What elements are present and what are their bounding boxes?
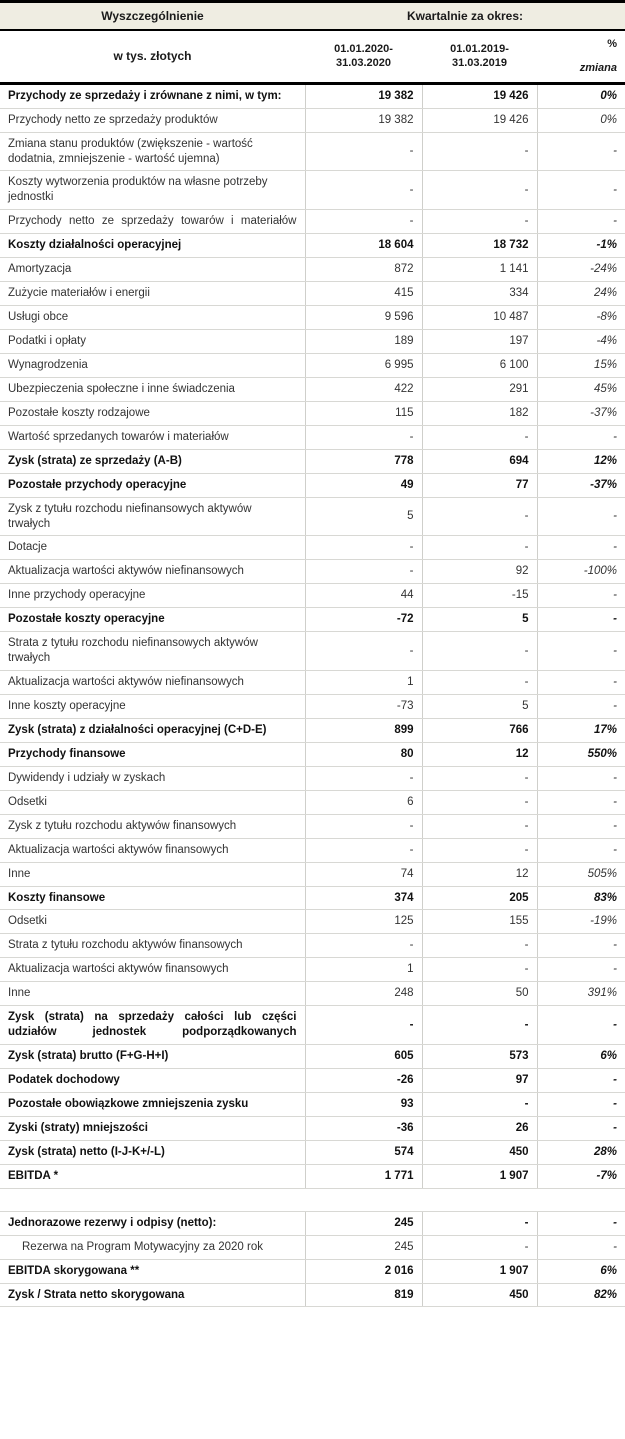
row-value-period-1: 5 (305, 497, 422, 536)
row-value-change: 45% (537, 377, 625, 401)
row-label: Rezerwa na Program Motywacyjny za 2020 rok (0, 1235, 305, 1259)
row-value-period-1: 245 (305, 1211, 422, 1235)
row-value-change: - (537, 1006, 625, 1045)
row-value-period-2: 291 (422, 377, 537, 401)
row-value-change: - (537, 632, 625, 671)
table-row (0, 353, 625, 377)
table-row (0, 1211, 625, 1235)
row-value-period-2: - (422, 132, 537, 171)
row-label: Inne (0, 982, 305, 1006)
table-row (0, 718, 625, 742)
row-value-period-2: 26 (422, 1116, 537, 1140)
row-value-change: - (537, 425, 625, 449)
row-value-period-1: 93 (305, 1092, 422, 1116)
row-value-period-1: -73 (305, 695, 422, 719)
table-row (0, 1283, 625, 1307)
row-label: Odsetki (0, 790, 305, 814)
row-label: Inne koszty operacyjne (0, 695, 305, 719)
table-row (0, 1235, 625, 1259)
row-value-change: -100% (537, 560, 625, 584)
row-value-change: 15% (537, 353, 625, 377)
row-value-period-2: - (422, 790, 537, 814)
row-value-period-2: - (422, 838, 537, 862)
row-value-change: -37% (537, 401, 625, 425)
row-value-period-1: -72 (305, 608, 422, 632)
row-value-period-1: 125 (305, 910, 422, 934)
table-row (0, 560, 625, 584)
row-value-change: - (537, 814, 625, 838)
row-value-change: - (537, 1069, 625, 1093)
row-value-period-2: - (422, 1211, 537, 1235)
row-label: Pozostałe koszty rodzajowe (0, 401, 305, 425)
row-value-period-2: 1 907 (422, 1259, 537, 1283)
row-value-period-2: 19 426 (422, 108, 537, 132)
row-value-period-1: - (305, 425, 422, 449)
row-value-change: 82% (537, 1283, 625, 1307)
header-period-2 (422, 30, 537, 83)
row-value-period-2: - (422, 497, 537, 536)
row-label: Podatki i opłaty (0, 330, 305, 354)
row-label: Strata z tytułu rozchodu aktywów finansowych (0, 934, 305, 958)
row-value-period-2: - (422, 934, 537, 958)
row-value-period-1: 44 (305, 584, 422, 608)
table-row (0, 1140, 625, 1164)
row-value-period-1: 19 382 (305, 108, 422, 132)
table-row (0, 1069, 625, 1093)
row-label: Przychody netto ze sprzedaży produktów (0, 108, 305, 132)
row-value-period-1: 374 (305, 886, 422, 910)
row-value-change: -19% (537, 910, 625, 934)
table-row (0, 306, 625, 330)
table-body (0, 83, 625, 1307)
row-label: Ubezpieczenia społeczne i inne świadczenia (0, 377, 305, 401)
row-value-period-1: 9 596 (305, 306, 422, 330)
row-value-period-2: -15 (422, 584, 537, 608)
row-value-change: -7% (537, 1164, 625, 1188)
table-row (0, 401, 625, 425)
row-value-period-2: 694 (422, 449, 537, 473)
row-value-period-1: 115 (305, 401, 422, 425)
table-row (0, 330, 625, 354)
table-row (0, 1006, 625, 1045)
table-row (0, 608, 625, 632)
row-value-period-1: - (305, 132, 422, 171)
row-label: Przychody finansowe (0, 742, 305, 766)
row-value-period-2: 12 (422, 742, 537, 766)
row-value-period-1: -26 (305, 1069, 422, 1093)
row-value-period-2: 92 (422, 560, 537, 584)
row-label: Zysk (strata) ze sprzedaży (A-B) (0, 449, 305, 473)
row-value-period-1: 778 (305, 449, 422, 473)
row-label: Zużycie materiałów i energii (0, 282, 305, 306)
table-row (0, 632, 625, 671)
table-row (0, 234, 625, 258)
table-row (0, 671, 625, 695)
row-label: Pozostałe przychody operacyjne (0, 473, 305, 497)
row-value-change: 83% (537, 886, 625, 910)
row-value-period-2: - (422, 671, 537, 695)
row-value-period-2: - (422, 1006, 537, 1045)
row-value-period-1: 422 (305, 377, 422, 401)
header-period-2-from: 01.01.2019- (450, 42, 509, 55)
row-label: Inne (0, 862, 305, 886)
row-label: Koszty wytworzenia produktów na własne potrzeby jednostki (0, 171, 305, 210)
row-value-change: 28% (537, 1140, 625, 1164)
row-value-period-2: 182 (422, 401, 537, 425)
row-value-period-1: 899 (305, 718, 422, 742)
row-value-period-2: 12 (422, 862, 537, 886)
header-period-1-from: 01.01.2020- (334, 42, 393, 55)
row-value-period-1: 2 016 (305, 1259, 422, 1283)
row-value-period-1: - (305, 838, 422, 862)
row-value-period-1: 49 (305, 473, 422, 497)
header-period-1 (305, 30, 422, 83)
row-value-period-2: 155 (422, 910, 537, 934)
table-row (0, 377, 625, 401)
row-value-period-1: 415 (305, 282, 422, 306)
table-row (0, 449, 625, 473)
row-value-period-1: 189 (305, 330, 422, 354)
table-row (0, 790, 625, 814)
table-row (0, 1164, 625, 1188)
table-row (0, 473, 625, 497)
row-label: Zmiana stanu produktów (zwiększenie - wartość dodatnia, zmniejszenie - wartość ujemna) (0, 132, 305, 171)
row-value-period-1: 574 (305, 1140, 422, 1164)
row-value-change: - (537, 1211, 625, 1235)
row-label: EBITDA skorygowana ** (0, 1259, 305, 1283)
row-value-period-2: - (422, 814, 537, 838)
row-value-change: - (537, 766, 625, 790)
header-row-sub (0, 30, 625, 83)
row-value-period-1: - (305, 171, 422, 210)
row-value-change: -8% (537, 306, 625, 330)
header-change-column (537, 30, 625, 83)
table-row (0, 83, 625, 108)
row-value-change: - (537, 171, 625, 210)
row-value-change: 505% (537, 862, 625, 886)
row-value-period-1: - (305, 1006, 422, 1045)
row-value-period-2: 50 (422, 982, 537, 1006)
row-value-change: - (537, 958, 625, 982)
row-value-period-1: - (305, 934, 422, 958)
row-value-period-2: 5 (422, 608, 537, 632)
row-value-period-2: 97 (422, 1069, 537, 1093)
row-label: Zysk z tytułu rozchodu niefinansowych aktywów trwałych (0, 497, 305, 536)
row-value-period-1: 248 (305, 982, 422, 1006)
row-value-change: - (537, 695, 625, 719)
row-value-change: - (537, 1235, 625, 1259)
row-value-period-2: 5 (422, 695, 537, 719)
table-row (0, 742, 625, 766)
row-label: Zysk / Strata netto skorygowana (0, 1283, 305, 1307)
row-value-change: -1% (537, 234, 625, 258)
table-row (0, 108, 625, 132)
row-value-period-2: 19 426 (422, 83, 537, 108)
table-row (0, 497, 625, 536)
row-label: Strata z tytułu rozchodu niefinansowych aktywów trwałych (0, 632, 305, 671)
row-value-change: - (537, 584, 625, 608)
header-change-word: zmiana (579, 61, 617, 74)
row-value-period-2: 450 (422, 1140, 537, 1164)
row-label: Jednorazowe rezerwy i odpisy (netto): (0, 1211, 305, 1235)
row-value-change: -4% (537, 330, 625, 354)
row-label: Aktualizacja wartości aktywów niefinansowych (0, 671, 305, 695)
row-value-change: - (537, 210, 625, 234)
table-row (0, 910, 625, 934)
row-value-period-1: 245 (305, 1235, 422, 1259)
table-row (0, 258, 625, 282)
table-spacer-row (0, 1188, 625, 1211)
row-value-period-2: 573 (422, 1045, 537, 1069)
row-label: Podatek dochodowy (0, 1069, 305, 1093)
table-row (0, 1045, 625, 1069)
row-value-period-2: - (422, 536, 537, 560)
row-value-period-2: - (422, 425, 537, 449)
row-value-period-1: 74 (305, 862, 422, 886)
table-row (0, 536, 625, 560)
row-value-period-2: 334 (422, 282, 537, 306)
row-label: Inne przychody operacyjne (0, 584, 305, 608)
row-value-period-1: - (305, 560, 422, 584)
table-row (0, 862, 625, 886)
row-value-period-1: 872 (305, 258, 422, 282)
row-value-period-1: - (305, 766, 422, 790)
row-label: Amortyzacja (0, 258, 305, 282)
row-value-period-1: 819 (305, 1283, 422, 1307)
row-label: Usługi obce (0, 306, 305, 330)
row-value-change: -24% (537, 258, 625, 282)
header-units: w tys. złotych (0, 30, 305, 83)
row-value-change: 24% (537, 282, 625, 306)
row-value-period-1: 6 995 (305, 353, 422, 377)
table-row (0, 838, 625, 862)
table-row (0, 1116, 625, 1140)
row-value-period-2: 766 (422, 718, 537, 742)
row-value-period-1: 1 (305, 958, 422, 982)
row-value-period-2: 205 (422, 886, 537, 910)
row-label: Odsetki (0, 910, 305, 934)
row-label: Aktualizacja wartości aktywów finansowych (0, 958, 305, 982)
row-value-change: 0% (537, 108, 625, 132)
row-value-change: 17% (537, 718, 625, 742)
row-value-period-1: - (305, 632, 422, 671)
table-header (0, 2, 625, 84)
row-value-period-2: - (422, 1235, 537, 1259)
row-value-change: - (537, 838, 625, 862)
row-value-period-1: -36 (305, 1116, 422, 1140)
row-label: Koszty działalności operacyjnej (0, 234, 305, 258)
row-value-period-1: 18 604 (305, 234, 422, 258)
table-row (0, 814, 625, 838)
table-row (0, 695, 625, 719)
row-label: Przychody netto ze sprzedaży towarów i materiałów (0, 210, 305, 234)
row-label: Zysk z tytułu rozchodu aktywów finansowych (0, 814, 305, 838)
row-value-period-1: 19 382 (305, 83, 422, 108)
row-value-period-1: 80 (305, 742, 422, 766)
row-label: Wartość sprzedanych towarów i materiałów (0, 425, 305, 449)
row-label: Aktualizacja wartości aktywów finansowych (0, 838, 305, 862)
table-row (0, 132, 625, 171)
row-value-period-2: 10 487 (422, 306, 537, 330)
table-row (0, 210, 625, 234)
row-value-change: - (537, 132, 625, 171)
row-value-change: - (537, 1116, 625, 1140)
row-value-change: 6% (537, 1045, 625, 1069)
row-label: Pozostałe obowiązkowe zmniejszenia zysku (0, 1092, 305, 1116)
row-label: Dotacje (0, 536, 305, 560)
row-value-period-2: 77 (422, 473, 537, 497)
row-label: Zysk (strata) netto (I-J-K+/-L) (0, 1140, 305, 1164)
header-change-symbol: % (607, 38, 617, 50)
row-value-period-2: 1 141 (422, 258, 537, 282)
row-value-period-1: 6 (305, 790, 422, 814)
table-row (0, 282, 625, 306)
row-value-change: - (537, 1092, 625, 1116)
row-value-change: -37% (537, 473, 625, 497)
header-row-top (0, 2, 625, 31)
row-value-period-1: 1 (305, 671, 422, 695)
row-label: EBITDA * (0, 1164, 305, 1188)
table-row (0, 766, 625, 790)
row-label: Przychody ze sprzedaży i zrównane z nimi, w tym: (0, 83, 305, 108)
row-label: Koszty finansowe (0, 886, 305, 910)
row-value-period-1: - (305, 210, 422, 234)
table-row (0, 171, 625, 210)
table-row (0, 886, 625, 910)
row-value-change: - (537, 671, 625, 695)
row-label: Zysk (strata) brutto (F+G-H+I) (0, 1045, 305, 1069)
row-value-change: 12% (537, 449, 625, 473)
table-row (0, 982, 625, 1006)
row-value-change: - (537, 497, 625, 536)
row-value-change: - (537, 536, 625, 560)
row-value-period-2: 450 (422, 1283, 537, 1307)
row-label: Zysk (strata) na sprzedaży całości lub części udziałów jednostek podporządkowanych (0, 1006, 305, 1045)
row-value-change: 6% (537, 1259, 625, 1283)
row-value-change: 0% (537, 83, 625, 108)
table-row (0, 934, 625, 958)
row-value-period-2: - (422, 632, 537, 671)
row-value-period-1: - (305, 814, 422, 838)
row-value-period-2: - (422, 210, 537, 234)
header-period-2-to: 31.03.2019 (451, 57, 508, 70)
header-label-column: Wyszczególnienie (0, 2, 305, 31)
table-row (0, 1259, 625, 1283)
row-label: Dywidendy i udziały w zyskach (0, 766, 305, 790)
table-row (0, 584, 625, 608)
row-value-period-2: - (422, 171, 537, 210)
row-value-change: - (537, 790, 625, 814)
row-label: Zysk (strata) z działalności operacyjnej (C+D-E) (0, 718, 305, 742)
row-label: Zyski (straty) mniejszości (0, 1116, 305, 1140)
row-value-period-2: - (422, 958, 537, 982)
row-value-period-2: 18 732 (422, 234, 537, 258)
row-value-period-2: 197 (422, 330, 537, 354)
row-value-period-2: 6 100 (422, 353, 537, 377)
table-row (0, 425, 625, 449)
table-row (0, 1092, 625, 1116)
row-value-change: - (537, 608, 625, 632)
row-label: Wynagrodzenia (0, 353, 305, 377)
row-value-period-1: - (305, 536, 422, 560)
row-value-change: 550% (537, 742, 625, 766)
row-value-period-1: 605 (305, 1045, 422, 1069)
header-periods-column: Kwartalnie za okres: (305, 2, 625, 31)
row-value-change: 391% (537, 982, 625, 1006)
row-value-change: - (537, 934, 625, 958)
row-value-period-2: - (422, 766, 537, 790)
spacer-cell (0, 1188, 625, 1211)
row-value-period-1: 1 771 (305, 1164, 422, 1188)
table-row (0, 958, 625, 982)
row-value-period-2: - (422, 1092, 537, 1116)
row-label: Aktualizacja wartości aktywów niefinansowych (0, 560, 305, 584)
row-label: Pozostałe koszty operacyjne (0, 608, 305, 632)
row-value-period-2: 1 907 (422, 1164, 537, 1188)
header-period-1-to: 31.03.2020 (335, 57, 392, 70)
